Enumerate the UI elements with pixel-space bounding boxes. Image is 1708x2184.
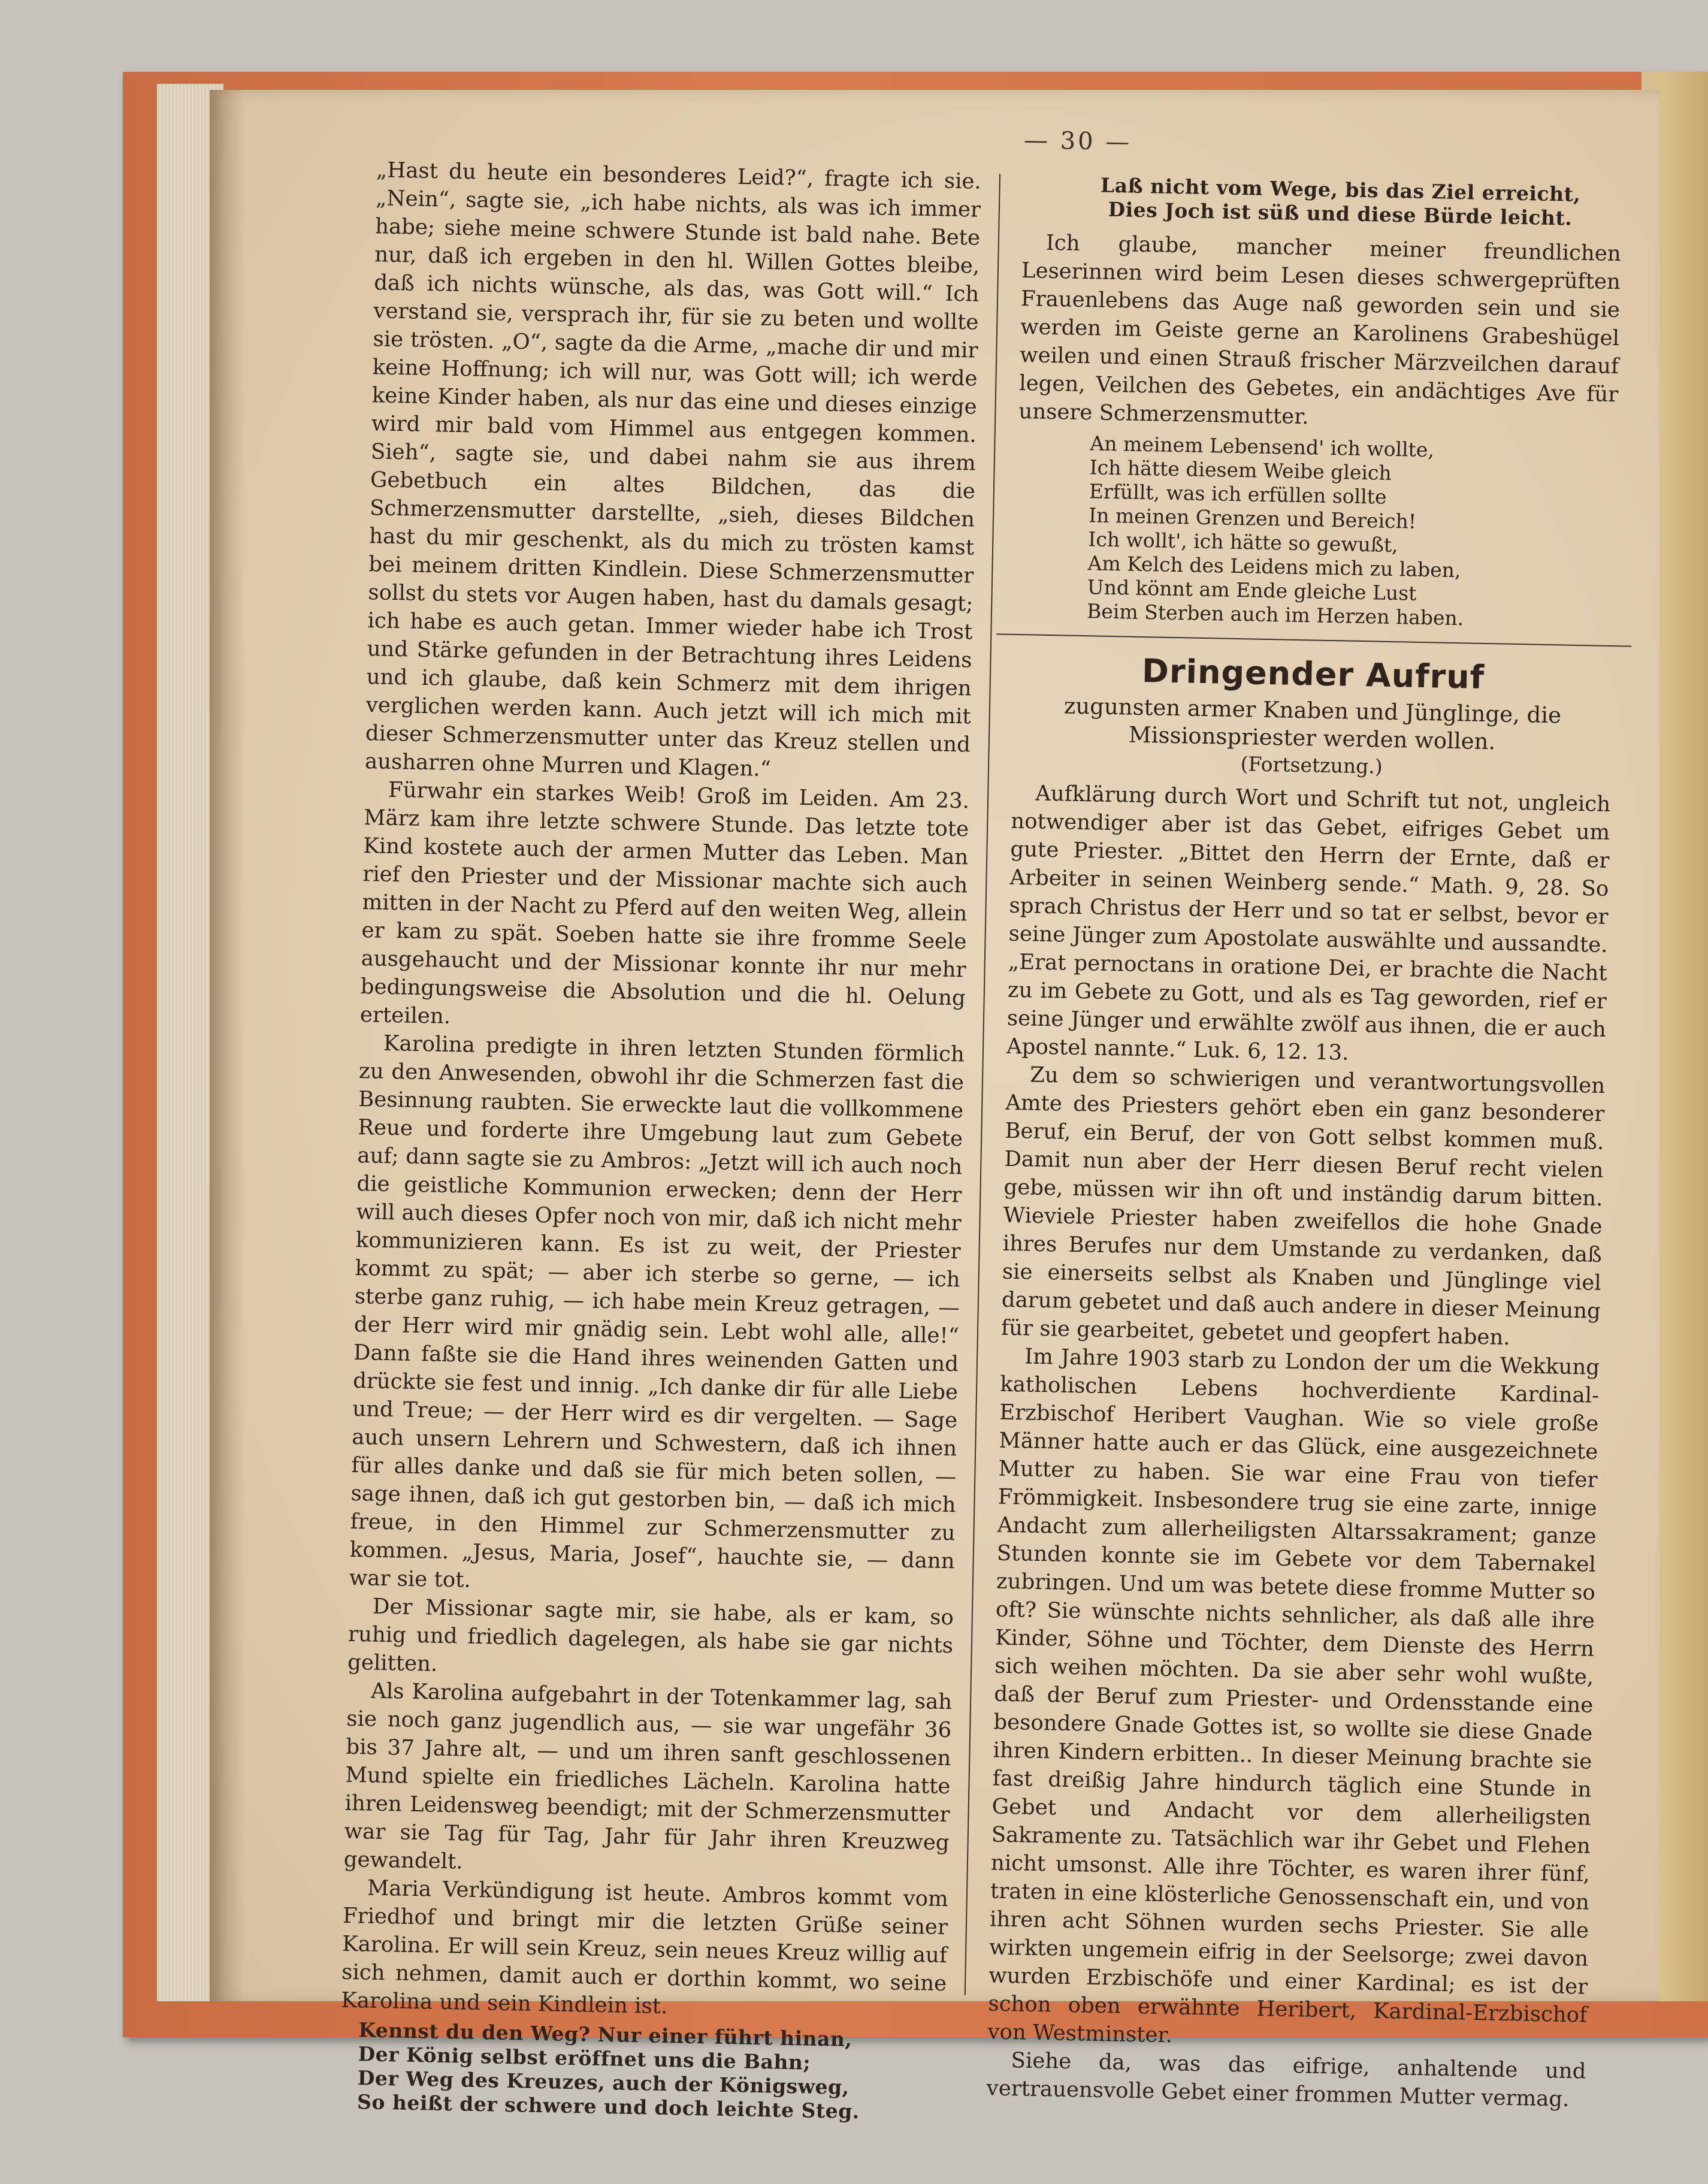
poem-line: An meinem Lebensend' ich wollte,: [1090, 431, 1435, 462]
right-column: [986, 168, 1622, 2114]
poem-line: Erfüllt, was ich erfüllen sollte: [1089, 479, 1387, 509]
paragraph: Als Karolina aufgebahrt in der Totenkammer lag, sah sie noch ganz jugendlich aus, — sie war ungefähr 36 bis 37 Jahre alt, — und um ihren sanft geschlossenen Mund spielte ein friedliches Lächeln. Karolina hatte ihren Leidensweg beendigt; mit der Schmerzensmutter war sie Tag für Tag, Jahr für Jahr ihren Kreuzweg gewandelt.: [343, 1678, 953, 1874]
poem-line: Der Weg des Kreuzes, auch der Königsweg,: [357, 2066, 850, 2100]
poem-line: Beim Sterben auch im Herzen haben.: [1086, 599, 1464, 630]
page-number: — 30 —: [1023, 126, 1132, 156]
gutter-shadow: [210, 90, 246, 2001]
article-subheading: zugunsten armer Knaben und Jünglinge, die Missionspriester werden wollen.: [1063, 693, 1562, 755]
page-content: [323, 102, 1624, 2123]
poem: [357, 2018, 946, 2125]
poem-line: In meinen Grenzen und Bereich!: [1088, 503, 1417, 533]
poem-line: Kennst du den Weg? Nur einer führt hinan,: [358, 2018, 853, 2052]
poem-line: Und könnt am Ende gleiche Lust: [1087, 575, 1417, 605]
paragraph: Maria Verkündigung ist heute. Ambros kommt vom Friedhof und bringt mir die letzten Grüße seiner Karolina. Er will sein Kreuz, sein neues Kreuz willig auf sich nehmen, damit auch er dorthin kommt, wo seine Karolina und sein Kindlein ist.: [340, 1875, 949, 2019]
continuation-note: (Fortsetzung.): [1240, 752, 1383, 778]
paragraph: Zu dem so schwierigen und verantwortungsvollen Amte des Priesters gehört eben ein ganz besonderer Beruf, ein Beruf, der von Gott selbst kommen muß. Damit nun aber der Herr diesen Beruf recht vielen gebe, müssen wir ihn oft und inständig darum bitten. Wieviele Priester haben zweifellos die hohe Gnade ihres Berufes nur dem Umstande zu verdanken, daß sie einerseits selbst als Knaben und Jünglinge viel darum gebetet und daß auch andere in dieser Meinung für sie gearbeitet, gebetet und geopfert haben.: [1000, 1062, 1606, 1350]
poem-line: Laß nicht vom Wege, bis das Ziel erreicht,: [1100, 173, 1581, 206]
poem-line: Ich hätte diesem Weibe gleich: [1089, 455, 1392, 485]
poem-line: So heißt der schwere und doch leichte Steg.: [356, 2090, 860, 2123]
poem-line: Am Kelch des Leidens mich zu laben,: [1087, 551, 1461, 582]
poem-line: Ich wollt', ich hätte so gewußt,: [1088, 527, 1398, 557]
left-column: [338, 156, 981, 2134]
paragraph: Der Missionar sagte mir, sie habe, als er kam, so ruhig und friedlich dagelegen, als habe sie gar nichts gelitten.: [347, 1594, 954, 1676]
section-rule: [996, 633, 1631, 647]
poem-line: Dies Joch ist süß und diese Bürde leicht.: [1108, 197, 1573, 230]
paragraph: Ich glaube, mancher meiner freundlichen Leserinnen wird beim Lesen dieses schwergeprüften Frauenlebens das Auge naß geworden sein und sie werden im Geiste gerne an Karolinens Grabeshügel weilen und einen Strauß frischer Märzveilchen darauf legen, Veilchen des Gebetes, ein andächtiges Ave für unsere Schmerzensmutter.: [1018, 230, 1622, 430]
paragraph: Aufklärung durch Wort und Schrift tut not, ungleich notwendiger aber ist das Gebet, eifriges Gebet um gute Priester. „Bittet den Herrn der Ernte, daß er Arbeiter in seinen Weinberg sende.“ Math. 9, 28. So sprach Christus der Herr und so tat er selbst, bevor er seine Jünger zum Apostolate auswählte und aussandte. „Erat pernoctans in oratione Dei, er brachte die Nacht zu im Gebete zu Gott, und als es Tag geworden, rief er seine Jünger und erwählte zwölf aus ihnen, die er auch Apostel nannte.“ Luk. 6, 12. 13.: [1006, 781, 1611, 1065]
poem-line: Der König selbst eröffnet uns die Bahn;: [358, 2042, 811, 2074]
paragraph: Karolina predigte in ihren letzten Stunden förmlich zu den Anwesenden, obwohl ihr die Schmerzen fast die Besinnung raubten. Sie erweckte laut die vollkommene Reue und forderte ihre Umgebung laut zum Gebete auf; dann sagte sie zu Ambros: „Jetzt will ich auch noch die geistliche Kommunion erwecken; denn der Herr will auch dieses Opfer noch von mir, daß ich nicht mehr kommunizieren kann. Es ist zu weit, der Priester kommt zu spät; — aber ich sterbe so gerne, — ich sterbe ganz ruhig, — ich habe mein Kreuz getragen, — der Herr wird mir gnädig sein. Lebt wohl alle, alle!“ Dann faßte sie die Hand ihres weinenden Gatten und drückte sie fest und innig. „Ich danke dir für alle Liebe und Treue; — der Herr wird es dir vergelten. — Sage auch unsern Lehrern und Schwestern, daß ich ihnen für alles danke und daß sie für mich beten sollen, — sage ihnen, daß ich gut gestorben bin, — daß ich mich freue, in den Himmel zur Schmerzensmutter zu kommen. „Jesus, Maria, Josef“, hauchte sie, — dann war sie tot.: [349, 1031, 965, 1593]
poem: [1087, 431, 1618, 633]
paragraph: Fürwahr ein starkes Weib! Groß im Leiden. Am 23. März kam ihre letzte schwere Stunde. Das letzte tote Kind kostete auch der armen Mutter das Leben. Man rief den Priester und der Missionar machte sich auch mitten in der Nacht zu Pferd auf den weiten Weg, allein er kam zu spät. Soeben hatte sie ihre fromme Seele ausgehaucht und der Missionar konnte ihr nur mehr bedingungsweise die Absolution und die hl. Oelung erteilen.: [359, 777, 970, 1029]
paragraph: Siehe da, was das eifrige, anhaltende und vertrauensvolle Gebet einer frommen Mutter vermag.: [986, 2048, 1586, 2112]
paragraph: Im Jahre 1903 starb zu London der um die Wekkung katholischen Lebens hochverdiente Kardinal-Erzbischof Heribert Vaughan. Wie so viele große Männer hatte auch er das Glück, eine ausgezeichnete Mutter zu haben. Sie war eine Frau von tiefer Frömmigkeit. Insbesondere trug sie eine zarte, innige Andacht zum allerheiligsten Altarssakrament; ganze Stunden konnte sie im Gebete vor dem Tabernakel zubringen. Und um was betete diese fromme Mutter so oft? Sie wünschte nichts sehnlicher, als daß alle ihre Kinder, Söhne und Töchter, dem Dienste des Herrn sich weihen möchten. Da sie aber sehr wohl wußte, daß der Beruf zum Priester- und Ordensstande eine besondere Gnade Gottes ist, so wollte sie diese Gnade ihren Kindern erbitten.. In dieser Meinung brachte sie fast dreißig Jahre hindurch täglich eine Stunde in Gebet und Andacht vor dem allerheiligsten Sakramente zu. Tatsächlich war ihr Gebet und Flehen nicht umsonst. Alle ihre Töchter, es waren ihrer fünf, traten in eine klösterliche Genossenschaft ein, und von ihren acht Söhnen wurden sechs Priester. Sie alle wirkten ungemein eifrig in der Seelsorge; zwei davon wurden Erzbischöfe und einer Kardinal; es ist der schon oben erwähnte Heribert, Kardinal-Erzbischof von Westminster.: [987, 1344, 1600, 2048]
paragraph: „Hast du heute ein besonderes Leid?“, fragte ich sie. „Nein“, sagte sie, „ich habe nichts, als was ich immer habe; siehe meine schwere Stunde ist bald nahe. Bete nur, daß ich ergeben in den hl. Willen Gottes bleibe, daß ich nichts wünsche, als das, was Gott will.“ Ich verstand sie, versprach ihr, für sie zu beten und wollte sie trösten. „O“, sagte da die Arme, „mache dir und mir keine Hoffnung; ich will nur, was Gott will; ich werde keine Kinder haben, als nur das eine und dieses einzige wird mir bald vom Himmel aus entgegen kommen. Sieh“, sagte sie, und dabei nahm sie aus ihrem Gebetbuch ein altes Bildchen, das die Schmerzensmutter darstellte, „sieh, dieses Bildchen hast du mir geschenkt, als du mich zu trösten kamst bei meinem dritten Kindlein. Diese Schmerzensmutter sollst du stets vor Augen haben, hast du damals gesagt; ich habe es auch getan. Immer wieder habe ich Trost und Stärke gefunden in der Betrachtung ihres Leidens und ich glaube, daß kein Schmerz mit dem ihrigen verglichen werden kann. Auch jetzt will ich mich mit dieser Schmerzensmutter unter das Kreuz stellen und ausharren ohne Murren und Klagen.“: [364, 158, 982, 782]
poem: [1059, 173, 1622, 231]
article-heading: Dringender Aufruf: [1141, 651, 1485, 696]
